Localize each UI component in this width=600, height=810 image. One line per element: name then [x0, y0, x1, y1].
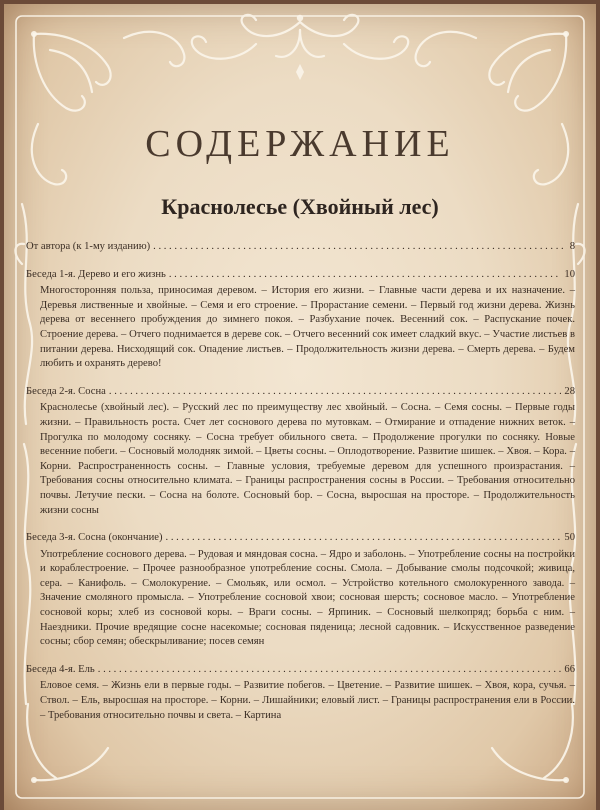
toc-entry-label: Беседа 1-я. Дерево и его жизнь — [26, 268, 166, 280]
leader-dots — [109, 385, 562, 400]
leader-dots — [98, 663, 562, 678]
toc-page-number: 66 — [564, 663, 575, 675]
toc-entry-heading[interactable] — [26, 385, 575, 400]
toc-entry-label: Беседа 2-я. Сосна — [26, 385, 106, 397]
toc-entry-label: Беседа 3-я. Сосна (окончание) — [26, 532, 163, 544]
toc-page-number: 50 — [564, 532, 575, 544]
toc-page-number: 28 — [564, 385, 575, 397]
toc-entry — [26, 663, 575, 723]
page — [4, 4, 596, 810]
table-of-contents — [26, 240, 575, 736]
toc-entry — [26, 385, 575, 518]
toc-page-number: 10 — [564, 268, 575, 280]
toc-entry-heading[interactable] — [26, 268, 575, 283]
toc-entry-description: Многосторонняя польза, приносимая деревом. – История его жизни. – Главные части дерева и их назначение. – Деревья лиственные и хвойные. – Семя и его строение. – Прорастание семени. – Первый год жизни дерева. Жизнь дерева от весеннего пробуждения до зимнего покоя. – Разбухание почек. Весенний сок. – Распускание почек. Строение дерева. – Отчего поднимается в дереве сок. – Отчего весенний сок имеет сладкий вкус. – Участие листьев в питании дерева. Нисходящий сок. Опадение листьев. – Продолжительность жизни дерева. – Смерть дерева. – Будем любить и охранять дерево! — [40, 285, 575, 370]
toc-entry-label: От автора (к 1-му изданию) — [26, 241, 151, 252]
toc-entry-heading[interactable] — [26, 531, 575, 546]
toc-entry-description: Еловое семя. – Жизнь ели в первые годы. – Развитие побегов. – Цветение. – Развитие шишек. – Хвоя, кора, сучья. – Ствол. – Ель, выросшая на просторе. – Корни. – Лишайники; еловый лист. – Границы распространения ели в России. – Требования относительно почвы и света. – Картина — [40, 680, 575, 721]
toc-entry-heading[interactable] — [26, 663, 575, 678]
leader-dots — [166, 531, 562, 546]
toc-entry-heading[interactable] — [26, 240, 575, 255]
toc-entry — [26, 531, 575, 650]
toc-entry-description: Употребление соснового дерева. – Рудовая и мяндовая сосна. – Ядро и заболонь. – Употребление сосны на постройки и кораблестроение. – Прочее разнообразное употребление сосны. Смола. – Добывание смолы подсочкой; живица, сера. – Канифоль. – Смолокурение. – Смольяк, или осмол. – Устройство котельного смолокуренного завода. – Значение смоляного промысла. – Употребление сосновой хвои; сосновая шерсть; сосновое масло. – Употребление сосновой коры; хлеб из сосновой коры. – Враги сосны. – Ярпиник. – Сосновый шелкопряд; борьба с ним. – Наездники. Прочие вредящие сосне насекомые; сосновая пяденица; лесной садовник. – Искусственное разведение сосны; сбор семян; обескрыливание; посев семян — [40, 548, 575, 648]
toc-entry-description: Краснолесье (хвойный лес). – Русский лес по преимуществу лес хвойный. – Сосна. – Семя сосны. – Первые годы жизни. – Правильность роста. Счет лет соснового дерева по мутовкам. – Отмирание и отпадение нижних веток. – Прогулка по молодому сосняку. – Сосна требует обильного света. – Продолжение прогулки по сосняку. Новые весенние побеги. – Сосновый молодняк зимой. – Цветы сосны. – Оплодотворение. Развитие шишек. – Хвоя. – Кора. – Корни. Распространенность сосны. – Главные условия, требуемые деревом для успешного произрастания. – Требования сосны относительно климата. – Границы распространения сосны в России. – Требования относительно почвы. Летучие пески. – Сосна на болоте. Сосновый бор. – Сосна, выросшая на просторе. – Продолжительность жизни сосны — [40, 402, 575, 516]
toc-entry — [26, 268, 575, 372]
toc-entry — [26, 240, 575, 255]
leader-dots — [153, 240, 567, 255]
toc-entry-label: Беседа 4-я. Ель — [26, 663, 95, 675]
section-title: Краснолесье (Хвойный лес) — [161, 194, 439, 219]
page-title: СОДЕРЖАНИЕ — [145, 123, 455, 165]
toc-page-number: 8 — [569, 241, 575, 252]
leader-dots — [169, 268, 562, 283]
